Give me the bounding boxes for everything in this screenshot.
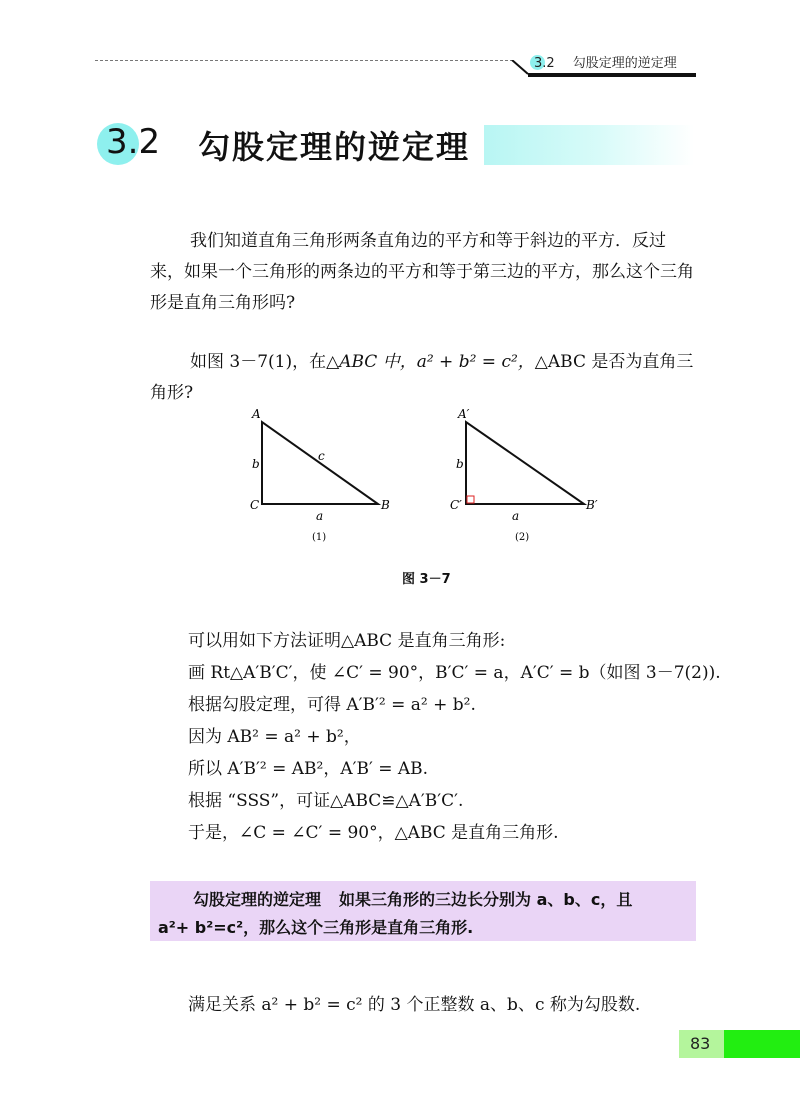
label-a-prime: a: [512, 509, 520, 523]
label-C: C: [250, 498, 260, 512]
proof-line-1: 可以用如下方法证明△ABC 是直角三角形:: [188, 631, 506, 651]
label-b-prime: b: [456, 457, 464, 471]
label-B-prime: B′: [586, 498, 598, 512]
header-section-number: 3.2: [534, 56, 555, 71]
header-section-title: 勾股定理的逆定理: [572, 56, 677, 71]
section-number: 3.2: [106, 122, 161, 162]
header-dashed-rule: [95, 60, 513, 61]
question-prefix: 如图 3－7(1)，在: [190, 352, 327, 372]
running-header: [534, 52, 677, 71]
theorem-name: 勾股定理的逆定理: [193, 890, 322, 909]
label-C-prime: C′: [450, 498, 462, 512]
proof-line-7: 于是，∠C = ∠C′ = 90°，△ABC 是直角三角形.: [188, 823, 559, 843]
question-condition: △ABC 中，a² + b² = c²，: [326, 352, 535, 372]
proof-line-3: 根据勾股定理，可得 A′B′² = a² + b².: [188, 695, 476, 715]
theorem-line-1: [193, 887, 632, 910]
label-a: a: [316, 509, 324, 523]
triangle-abc: [250, 407, 390, 543]
intro-paragraph: 我们知道直角三角形两条直角边的平方和等于斜边的平方．反过来，如果一个三角形的两条边的平方和等于第三边的平方，那么这个三角形是直角三角形吗?: [150, 231, 694, 313]
triangle-abc-prime: [450, 407, 598, 543]
pythagorean-triple-definition: 满足关系 a² + b² = c² 的 3 个正整数 a、b、c 称为勾股数.: [188, 995, 641, 1015]
label-c: c: [318, 449, 325, 463]
section-title: 勾股定理的逆定理: [198, 128, 471, 166]
page-tab-bar: [724, 1030, 800, 1058]
theorem-line-2: a²+ b²=c²，那么这个三角形是直角三角形.: [158, 918, 474, 937]
label-A-prime: A′: [458, 407, 470, 421]
proof-line-5: 所以 A′B′² = AB²，A′B′ = AB.: [188, 759, 429, 779]
right-angle-mark: [467, 496, 474, 503]
theorem-statement-1: 如果三角形的三边长分别为 a、b、c，且: [339, 890, 633, 909]
subfig-label-1: (1): [312, 532, 327, 543]
proof-line-4: 因为 AB² = a² + b²，: [188, 727, 361, 747]
proof-line-6: 根据 “SSS”，可证△ABC≌△A′B′C′.: [188, 791, 464, 811]
subfig-label-2: (2): [515, 532, 530, 543]
page-number: 83: [690, 1034, 711, 1053]
figure-3-7: [230, 400, 610, 550]
proof-line-2: 画 Rt△A′B′C′，使 ∠C′ = 90°，B′C′ = a，A′C′ = b（如图 3－7(2)).: [188, 663, 721, 683]
label-A: A: [252, 407, 261, 421]
figure-caption: 图 3－7: [402, 572, 451, 587]
question-suffix: △ABC 是否为直角三角形?: [150, 352, 694, 403]
label-B: B: [381, 498, 390, 512]
header-bar: [528, 73, 696, 77]
label-b: b: [252, 457, 260, 471]
title-gradient-bar: [484, 125, 694, 165]
